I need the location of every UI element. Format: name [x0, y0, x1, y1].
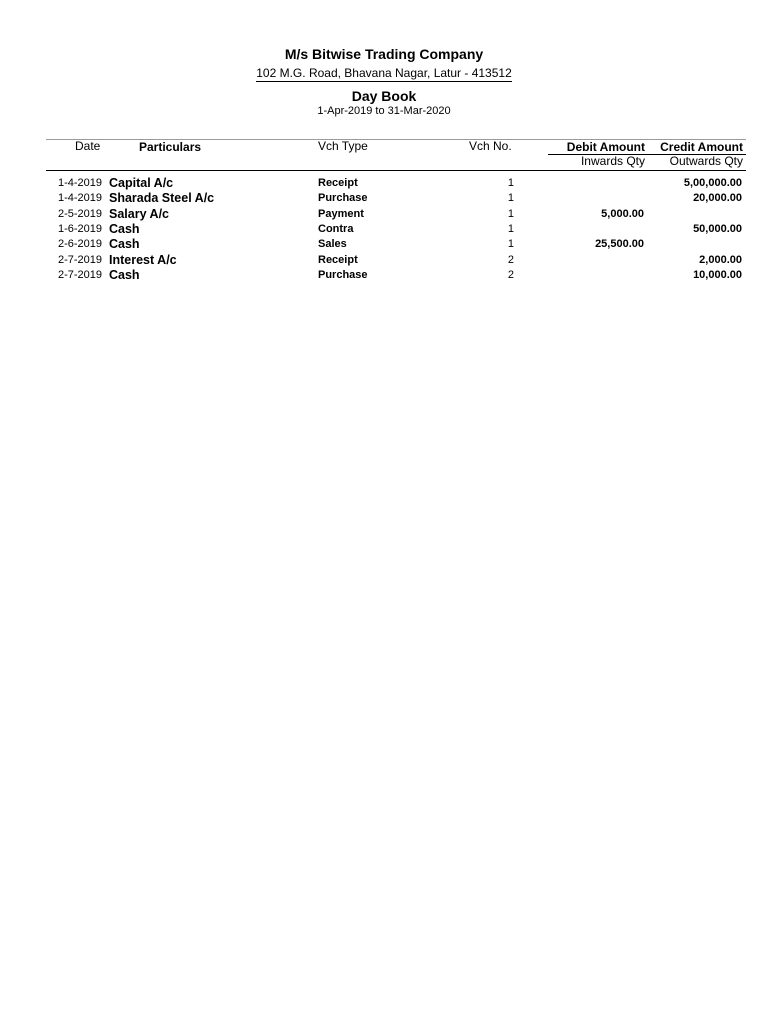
entry-row — [0, 222, 768, 237]
entry-vch-type: Purchase — [318, 268, 368, 281]
entry-date: 1-4-2019 — [57, 177, 102, 189]
entry-vch-type: Receipt — [318, 253, 358, 266]
entry-vch-no: 1 — [507, 222, 514, 235]
entry-particulars: Cash — [109, 267, 140, 282]
entry-vch-no: 1 — [507, 177, 514, 189]
column-particulars: Particulars — [139, 140, 202, 154]
entry-credit: 5,00,000.00 — [683, 177, 742, 189]
report-period: 1-Apr-2019 to 31-Mar-2020 — [317, 105, 451, 117]
entry-credit: 10,000.00 — [693, 268, 742, 281]
entry-vch-no: 1 — [507, 238, 514, 251]
column-vch-no: Vch No. — [469, 139, 512, 153]
entry-credit: 50,000.00 — [693, 222, 742, 235]
entry-date: 1-6-2019 — [57, 222, 102, 235]
column-debit-amount: Debit Amount — [566, 140, 645, 154]
entry-particulars: Cash — [109, 237, 140, 252]
entry-vch-no: 2 — [507, 268, 514, 281]
entry-row — [0, 191, 768, 206]
column-outwards-qty: Outwards Qty — [669, 154, 743, 168]
entry-debit: 25,500.00 — [595, 238, 644, 251]
entry-vch-type: Sales — [318, 238, 347, 251]
entry-vch-type: Receipt — [318, 177, 358, 189]
entry-particulars: Interest A/c — [109, 252, 177, 267]
entry-date: 2-7-2019 — [57, 268, 102, 281]
entry-credit: 20,000.00 — [693, 192, 742, 205]
entry-vch-no: 2 — [507, 253, 514, 266]
entry-row — [0, 207, 768, 222]
entry-debit: 5,000.00 — [601, 207, 644, 220]
entry-vch-no: 1 — [507, 192, 514, 205]
entry-particulars: Salary A/c — [109, 206, 169, 221]
company-name: M/s Bitwise Trading Company — [284, 46, 484, 62]
entry-particulars: Capital A/c — [109, 176, 174, 190]
column-date: Date — [75, 139, 101, 153]
header-bottom-rule — [46, 170, 746, 171]
entry-credit: 2,000.00 — [699, 253, 742, 266]
column-inwards-qty: Inwards Qty — [580, 154, 645, 168]
entry-date: 1-4-2019 — [57, 192, 102, 205]
entry-row — [0, 268, 768, 283]
entry-vch-type: Contra — [318, 222, 354, 235]
company-address: 102 M.G. Road, Bhavana Nagar, Latur - 413512 — [256, 66, 512, 80]
entry-particulars: Sharada Steel A/c — [109, 191, 215, 206]
column-credit-amount: Credit Amount — [660, 140, 743, 154]
entry-row — [0, 176, 768, 191]
entry-date: 2-7-2019 — [57, 253, 102, 266]
entry-vch-type: Purchase — [318, 192, 368, 205]
entry-row — [0, 237, 768, 252]
entry-date: 2-6-2019 — [57, 238, 102, 251]
entry-particulars: Cash — [109, 221, 140, 236]
entry-vch-type: Payment — [318, 207, 364, 220]
column-vch-type: Vch Type — [318, 139, 368, 153]
entry-vch-no: 1 — [507, 207, 514, 220]
entry-row — [0, 253, 768, 268]
entries-list — [0, 176, 768, 283]
entry-date: 2-5-2019 — [57, 207, 102, 220]
company-address-wrap — [0, 64, 768, 82]
report-title: Day Book — [351, 88, 417, 104]
